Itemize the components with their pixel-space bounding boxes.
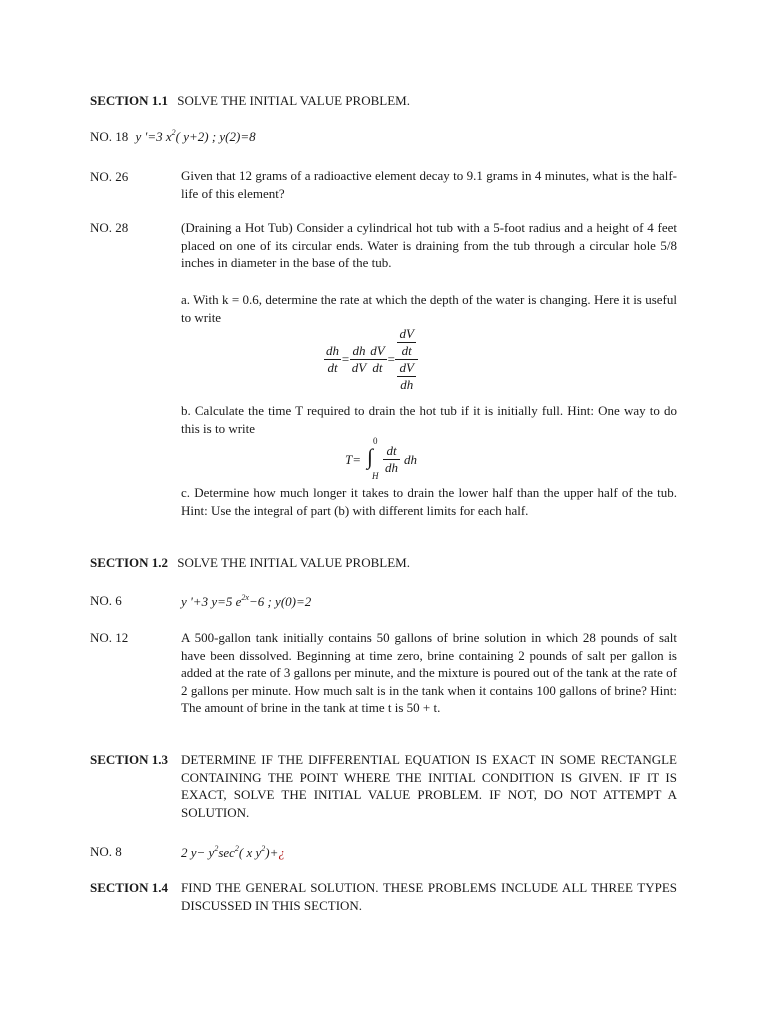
problem-label: NO. 26	[90, 169, 129, 184]
fraction: $\frac{dh}{dV}$	[351, 343, 367, 375]
equation: y '=3 $x^2$( y+2) ; y(2)=8	[135, 128, 256, 144]
problem-label: NO. 18	[90, 129, 129, 144]
upper-limit: 0	[373, 436, 378, 446]
fraction: $\frac{dh}{dt}$	[326, 343, 339, 375]
problem-text: Given that 12 grams of a radioactive element decay to 9.1 grams in 4 minutes, what is the half-life of this element?	[181, 168, 677, 201]
compound-fraction: $\frac{\frac{dV}{dt}}{\frac{dV}{dh}}$	[395, 326, 417, 393]
problem-label: NO. 12	[90, 630, 129, 645]
part-b-text: b. Calculate the time T required to drain the hot tub if it is initially full. Hint: One way to do this is to write	[181, 403, 677, 436]
problem-text: (Draining a Hot Tub) Consider a cylindrical hot tub with a 5-foot radius and a height of 4 feet placed on one of its circular ends. Water is draining from the tub through a circular hole 5/8 inches in diameter in the base of the tub.	[181, 220, 677, 271]
section-label: SECTION 1.3	[90, 752, 169, 767]
problem-no-18	[90, 128, 256, 145]
section-1-1-heading	[90, 93, 410, 109]
section-title: SOLVE THE INITIAL VALUE PROBLEM.	[177, 93, 410, 108]
section-title: FIND THE GENERAL SOLUTION. THESE PROBLEMS INCLUDE ALL THREE TYPES DISCUSSED IN THIS SECTION.	[181, 880, 677, 913]
section-title: SOLVE THE INITIAL VALUE PROBLEM.	[177, 555, 410, 570]
equation: 2 $y- y^2\sec^2$( x $y^2)+¿$	[181, 844, 285, 860]
chain-rule-equation: $\frac{dh}{dt}$ = $\frac{dh}{dV}$ $\frac{dV}{dt}$ = $\frac{\frac{dV}{dt}}{\frac{dV}{dh}}$	[324, 326, 418, 393]
problem-label: NO. 6	[90, 593, 122, 608]
section-label: SECTION 1.4	[90, 880, 169, 895]
problem-label: NO. 8	[90, 844, 122, 859]
section-label: SECTION 1.2	[90, 555, 169, 570]
section-label: SECTION 1.1	[90, 93, 169, 108]
lower-limit: H	[372, 471, 379, 481]
fraction: $\frac{dV}{dt}$	[370, 343, 385, 375]
integral-sign: ∫	[367, 444, 374, 469]
problem-text: A 500-gallon tank initially contains 50 gallons of brine solution in which 28 pounds of salt have been dissolved. Beginning at time zero, brine containing 2 pounds of salt per gallon is added at the rate of 3 gallons per minute, and the mixture is poured out of the tank at the rate of 2 gallons per minute. How much salt is in the tank when it contains 100 gallons of brine? Hint: The amount of brine in the tank at time t is 50 + t.	[181, 630, 678, 716]
fraction: $\frac{dt}{dh}$	[385, 443, 398, 475]
equation: y '+3 y=5 $e^{2x}-6$ ; y(0)=2	[181, 593, 312, 609]
section-title: DETERMINE IF THE DIFFERENTIAL EQUATION IS EXACT IN SOME RECTANGLE CONTAINING THE POINT WHERE THE INITIAL CONDITION IS GIVEN. IF IT IS EXACT, SOLVE THE INITIAL VALUE PROBLEM. IF NOT, DO NOT ATTEMPT A SOLUTION.	[181, 752, 677, 820]
section-1-2-heading	[90, 555, 410, 571]
part-a-text: a. With k = 0.6, determine the rate at which the depth of the water is changing. Here it is useful to write	[181, 292, 677, 325]
part-c-text: c. Determine how much longer it takes to drain the lower half than the upper half of the tub. Hint: Use the integral of part (b) with different limits for each half.	[181, 485, 677, 518]
problem-label: NO. 28	[90, 220, 129, 235]
